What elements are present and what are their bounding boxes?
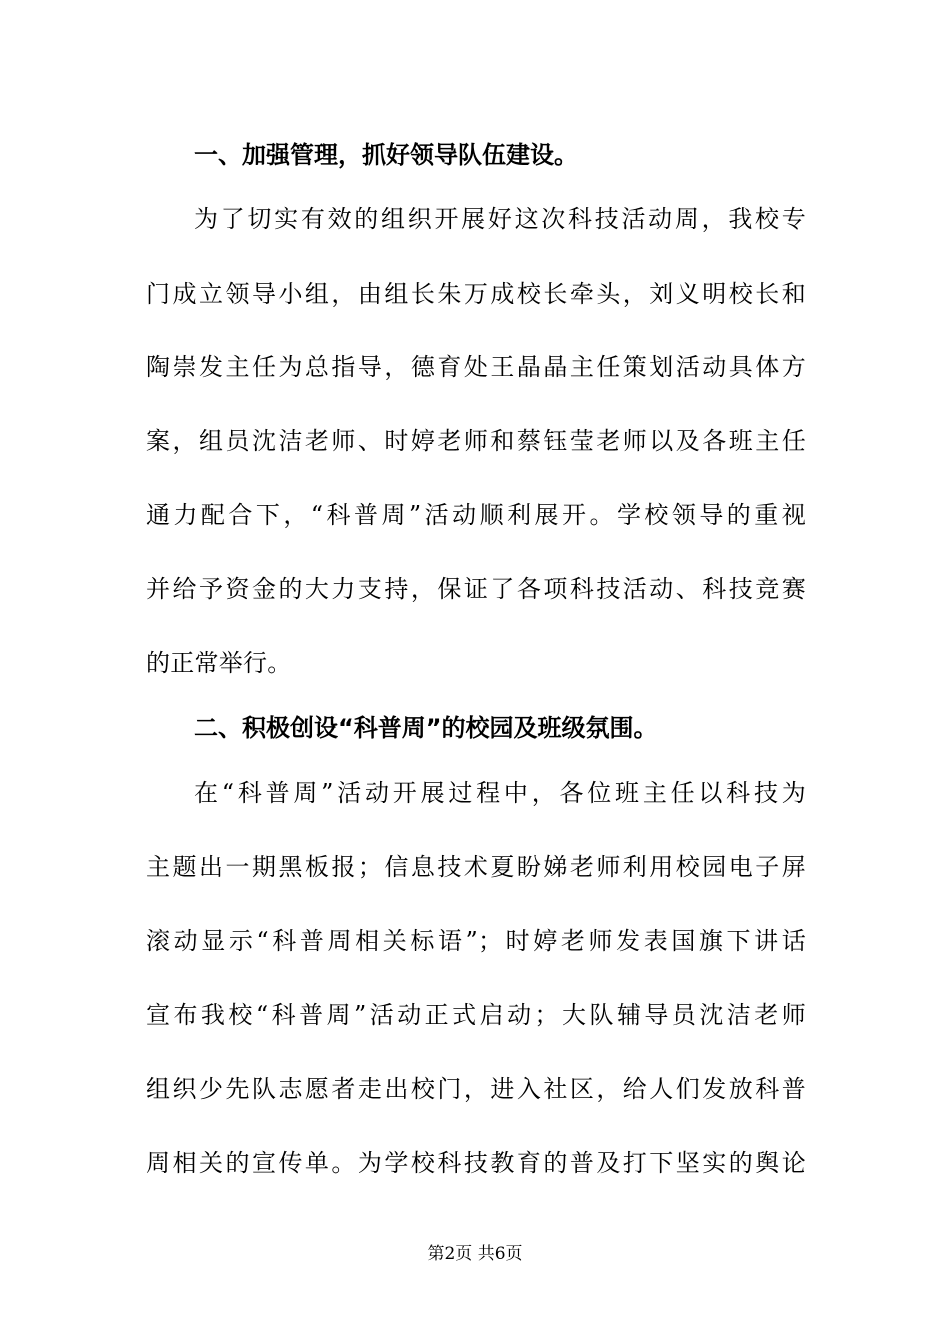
paragraph-line: 的正常举行。 [146,649,292,677]
paragraph-line: 主题出一期黑板报；信息技术夏盼娣老师利用校园电子屏 [146,853,806,881]
paragraph-line: 案，组员沈洁老师、时婷老师和蔡钰莹老师以及各班主任 [146,427,806,455]
paragraph-line: 陶崇发主任为总指导，德育处王晶晶主任策划活动具体方 [146,353,806,381]
paragraph-line: 滚动显示“科普周相关标语”；时婷老师发表国旗下讲话 [146,927,806,955]
page-number-footer: 第2页 共6页 [427,1244,523,1264]
section-heading-2: 二、积极创设“科普周”的校园及班级氛围。 [194,714,658,742]
paragraph-line: 宣布我校“科普周”活动正式启动；大队辅导员沈洁老师 [146,1001,806,1029]
section-heading-1: 一、加强管理，抓好领导队伍建设。 [194,141,578,169]
paragraph-line: 并给予资金的大力支持，保证了各项科技活动、科技竞赛 [146,575,806,603]
paragraph-line: 周相关的宣传单。为学校科技教育的普及打下坚实的舆论 [146,1149,806,1177]
paragraph-line: 通力配合下，“科普周”活动顺利展开。学校领导的重视 [146,501,806,529]
paragraph-line: 为了切实有效的组织开展好这次科技活动周，我校专 [194,205,806,233]
paragraph-line: 在“科普周”活动开展过程中，各位班主任以科技为 [194,779,806,807]
paragraph-line: 组织少先队志愿者走出校门，进入社区，给人们发放科普 [146,1075,806,1103]
paragraph-line: 门成立领导小组，由组长朱万成校长牵头，刘义明校长和 [146,280,806,308]
